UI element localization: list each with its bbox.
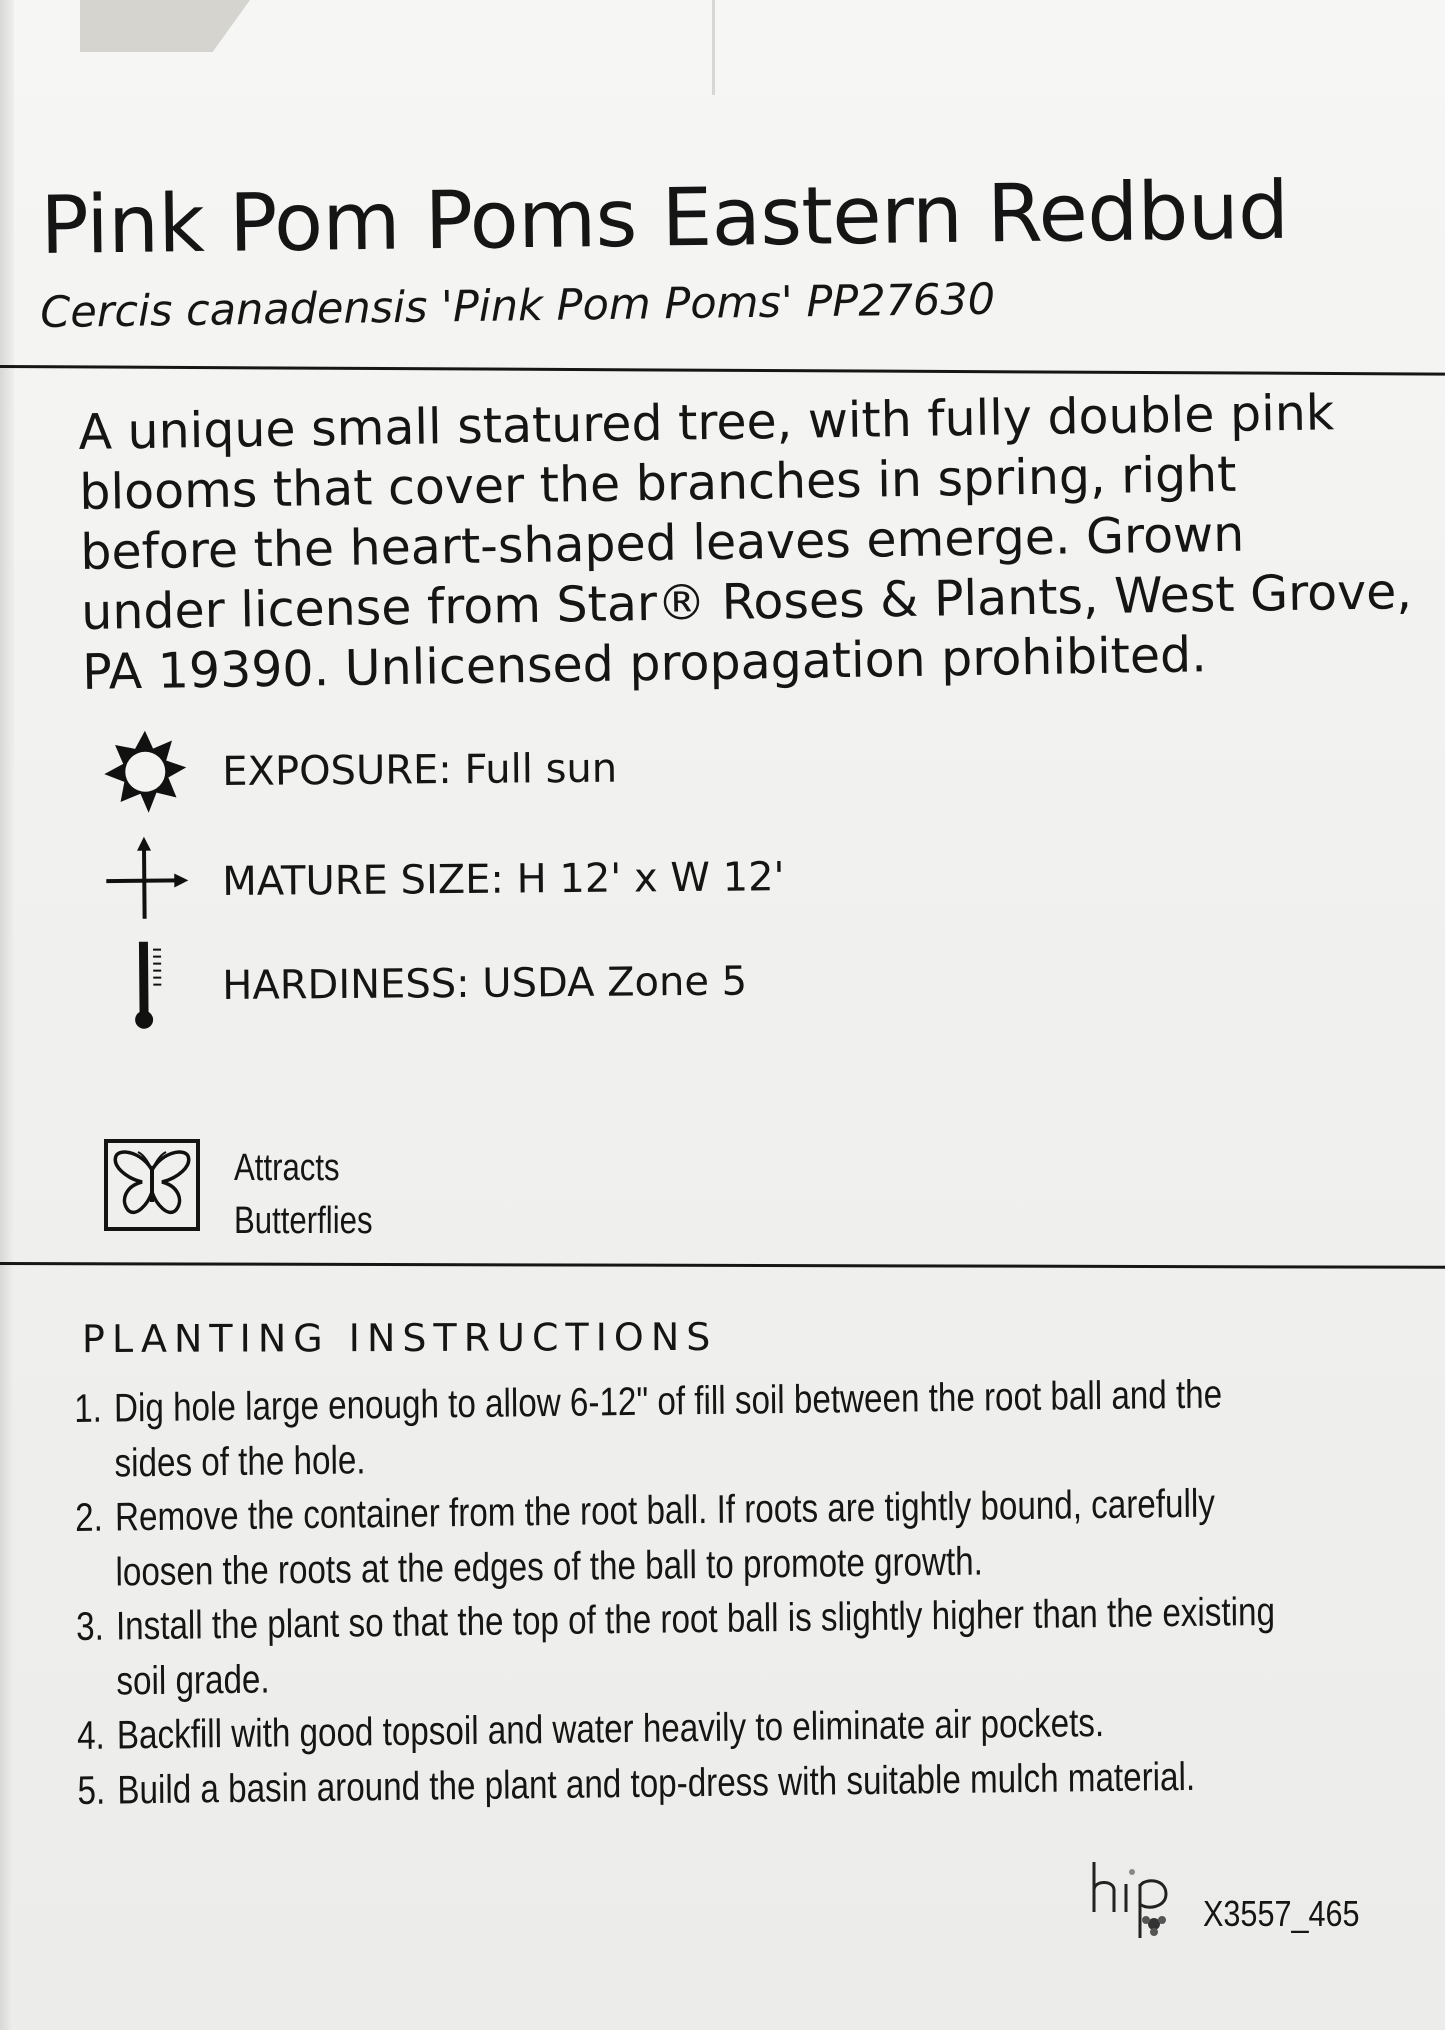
list-item-number: 5.: [77, 1768, 106, 1813]
list-item-number: 3.: [75, 1604, 105, 1649]
plant-title: Pink Pom Poms Eastern Redbud: [39, 163, 1289, 272]
list-item-number: 1.: [74, 1386, 103, 1431]
description-line: under license from Star® Roses & Plants, West Grove,: [80, 563, 1413, 641]
divider-middle: [0, 1262, 1445, 1269]
description-line: PA 19390. Unlicensed propagation prohibited.: [81, 626, 1208, 701]
butterfly-badge: [104, 1139, 200, 1231]
thermometer-icon: [100, 940, 191, 1031]
brand-logo: [1088, 1860, 1198, 1940]
size-arrows-icon: [100, 836, 191, 927]
butterfly-icon: [112, 1148, 192, 1222]
exposure-label: EXPOSURE: Full sun: [222, 745, 618, 796]
butterfly-caption-line2: Butterflies: [234, 1200, 373, 1242]
divider-top: [0, 365, 1445, 376]
list-item-text: Install the plant so that the top of the root ball is slightly higher than the existing soil grade.: [115, 1589, 1276, 1703]
list-item: [74, 1367, 1287, 1491]
list-item: [76, 1585, 1289, 1709]
list-item-number: 2.: [74, 1495, 104, 1540]
mature-size-label: MATURE SIZE: H 12' x W 12': [222, 854, 785, 906]
botanical-name: Cercis canadensis 'Pink Pom Poms' PP27630: [39, 274, 996, 338]
list-item-text: Dig hole large enough to allow 6-12" of fill soil between the root ball and the sides of the hole.: [113, 1372, 1223, 1485]
list-item-text: Backfill with good topsoil and water heavily to eliminate air pockets.: [116, 1701, 1105, 1758]
list-item-text: Remove the container from the root ball. If roots are tightly bound, carefully loosen the roots at the edges of the ball to promote growth.: [114, 1481, 1216, 1594]
tag-edge-shadow: [0, 0, 14, 2030]
list-item: [75, 1476, 1288, 1600]
description-line: blooms that cover the branches in spring, right: [78, 445, 1237, 521]
instructions-heading: PLANTING INSTRUCTIONS: [81, 1314, 718, 1362]
butterfly-caption: [234, 1142, 373, 1248]
plant-description: [78, 382, 1433, 703]
background-stem: [712, 0, 715, 95]
list-item-number: 4.: [76, 1713, 105, 1758]
description-line: A unique small statured tree, with fully double pink: [78, 384, 1335, 461]
butterfly-caption-line1: Attracts: [234, 1147, 340, 1189]
sun-icon: [100, 726, 191, 817]
list-item-text: Build a basin around the plant and top-dress with suitable mulch material.: [117, 1754, 1196, 1812]
hardiness-label: HARDINESS: USDA Zone 5: [222, 958, 748, 1010]
description-line: before the heart-shaped leaves emerge. Grown: [79, 505, 1245, 581]
background-corner: [80, 0, 250, 52]
instructions-list: [74, 1367, 1290, 1818]
product-code: X3557_465: [1203, 1893, 1360, 1934]
